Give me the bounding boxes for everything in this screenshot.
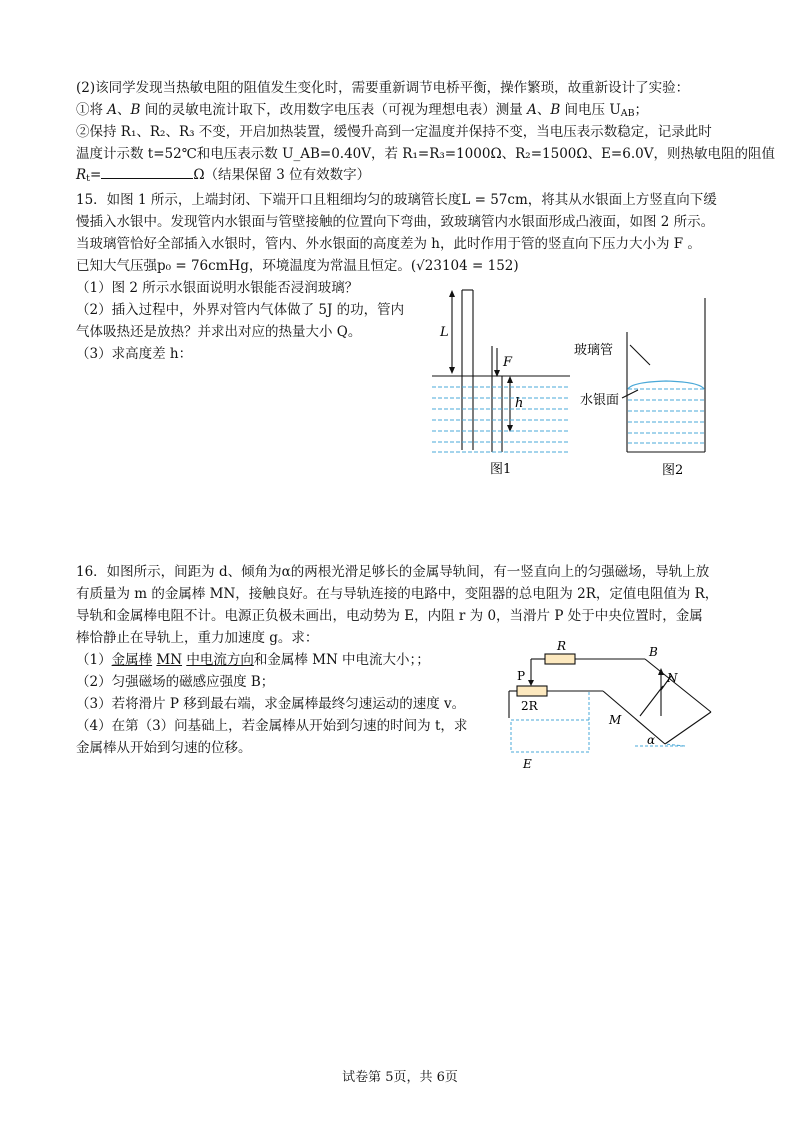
page-footer: 试卷第 5页，共 6页	[342, 1070, 458, 1085]
label-mercury-surface: 水银面	[580, 393, 620, 408]
p15-line-2: 慢插入水银中。发现管内水银面与管壁接触的位置向下弯曲，致玻璃管内水银面形成凸液面，如图 2 所示。	[76, 214, 715, 230]
label-P: P	[517, 669, 526, 683]
p15-line-4: 已知大气压强p₀ = 76cmHg，环境温度为常温且恒定。(√23104 = 152)	[76, 258, 519, 274]
p15-line-1: 15．如图 1 所示，上端封闭、下端开口且粗细均匀的玻璃管长度L = 57cm，将其从水银面上方竖直向下缓	[76, 192, 717, 208]
p16-question-2: （2）匀强磁场的磁感应强度 B；	[76, 674, 275, 690]
p14-line-4: 温度计示数 t=52℃和电压表示数 U_AB=0.40V，若 R₁=R₃=1000Ω、R₂=1500Ω、E=6.0V，则热敏电阻的阻值	[76, 146, 775, 162]
p14-line-3: ②保持 R₁、R₂、R₃ 不变，开启加热装置，缓慢升高到一定温度并保持不变，当电压表示数稳定，记录此时	[76, 124, 712, 140]
label-R: R	[557, 639, 567, 653]
label-E: E	[523, 757, 532, 771]
figure-2-caption: 图2	[662, 463, 684, 478]
p16-line-1: 16．如图所示，间距为 d、倾角为α的两根光滑足够长的金属导轨间，有一竖直向上的匀强磁场，导轨上放	[76, 564, 710, 580]
p15-question-2b: 气体吸热还是放热？并求出对应的热量大小 Q。	[76, 324, 362, 340]
p14-line-5: $R_t= \Omega$（结果保留 3 位有效数字）	[76, 167, 371, 184]
p16-question-3: （3）若将滑片 P 移到最右端，求金属棒最终匀速运动的速度 v。	[76, 696, 466, 712]
p16-line-2: 有质量为 m 的金属棒 MN，接触良好。在与导轨连接的电路中，变阻器的总电阻为 2R，定值电阻值为 R，	[76, 586, 719, 602]
figure-2	[570, 290, 720, 480]
p14-line-2: ①将 A、B 间的灵敏电流计取下，改用数字电压表（可视为理想电表）测量 A、B 间电压 $U_{AB}$；	[76, 102, 649, 119]
label-F: F	[503, 355, 513, 370]
label-alpha: α	[647, 733, 656, 747]
label-N: N	[667, 671, 678, 685]
p16-line-3: 导轨和金属棒电阻不计。电源正负极未画出，电动势为 E，内阻 r 为 0，当滑片 P 处于中央位置时，金属	[76, 608, 703, 624]
answer-blank	[101, 166, 193, 179]
label-M: M	[609, 713, 622, 727]
p16-question-4b: 金属棒从开始到匀速的位移。	[76, 740, 252, 756]
label-2R: 2R	[521, 699, 538, 713]
figure-3-circuit	[495, 636, 725, 776]
label-h: h	[515, 396, 524, 411]
p15-line-3: 当玻璃管恰好全部插入水银时，管内、外水银面的高度差为 h，此时作用于管的竖直向下压力大小为 F 。	[76, 236, 701, 252]
label-B: B	[649, 645, 658, 659]
p16-question-1: （1）金属棒 MN 中电流方向和金属棒 MN 中电流大小；；	[76, 652, 430, 668]
p16-question-4a: （4）在第（3）问基础上，若金属棒从开始到匀速的时间为 t，求	[76, 718, 468, 734]
label-L: L	[440, 325, 449, 340]
p14-line-1: (2)该同学发现当热敏电阻的阻值发生变化时，需要重新调节电桥平衡，操作繁琐，故重新设计了实验：	[76, 80, 690, 96]
figure-1-caption: 图1	[490, 462, 512, 477]
label-glass-tube: 玻璃管	[574, 343, 614, 358]
p15-question-2a: （2）插入过程中，外界对管内气体做了 5J 的功，管内	[76, 302, 405, 318]
figure-1	[420, 280, 580, 480]
p16-line-4: 棒恰静止在导轨上，重力加速度 g。求：	[76, 630, 319, 646]
p15-question-3: （3）求高度差 h：	[76, 346, 193, 362]
p15-question-1: （1）图 2 所示水银面说明水银能否浸润玻璃？	[76, 280, 359, 296]
